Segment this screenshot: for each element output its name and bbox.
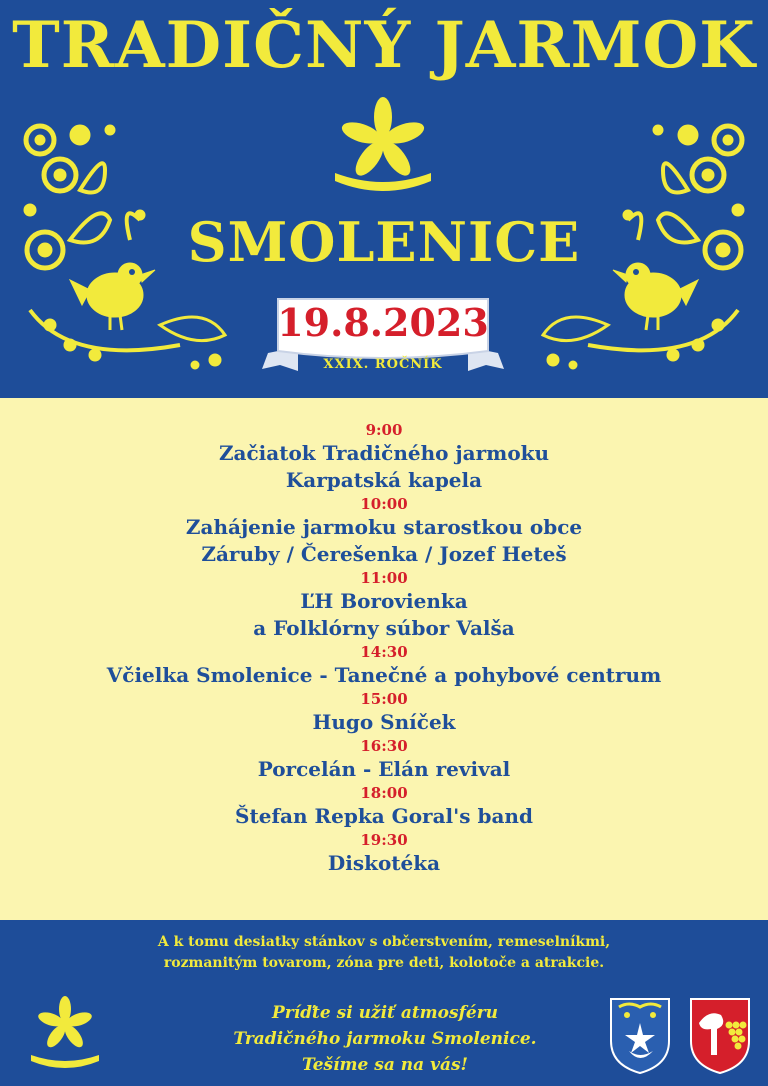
folk-bird-ornament-icon <box>10 110 240 380</box>
asterisk-smile-logo-icon <box>323 95 443 205</box>
schedule-time: 18:00 <box>360 784 408 802</box>
schedule-entry <box>0 830 768 877</box>
schedule-time: 15:00 <box>360 690 408 708</box>
schedule-event: a Folklórny súbor Valša <box>253 616 515 640</box>
event-date: 19.8.2023 <box>277 300 489 345</box>
schedule-event: Diskotéka <box>327 851 441 875</box>
schedule-event: Štefan Repka Goral's band <box>235 804 533 828</box>
folk-bird-ornament-icon <box>528 110 758 380</box>
schedule-time: 9:00 <box>365 421 403 439</box>
schedule-event: Začiatok Tradičného jarmoku <box>218 441 550 465</box>
schedule-time: 19:30 <box>360 831 408 849</box>
place-name: SMOLENICE <box>187 210 581 274</box>
header-section <box>0 0 768 398</box>
page-title: TRADIČNÝ JARMOK <box>12 8 756 83</box>
schedule-event: ĽH Borovienka <box>300 589 468 613</box>
schedule-event: Karpatská kapela <box>285 468 483 492</box>
schedule-time: 11:00 <box>360 569 408 587</box>
asterisk-smile-logo-icon <box>25 995 105 1075</box>
schedule-entry <box>0 642 768 689</box>
coat-of-arms-moon-star-icon <box>607 995 673 1075</box>
schedule-list <box>0 420 768 877</box>
info-line: A k tomu desiatky stánkov s občerstvením, remeselníkmi, <box>157 934 611 950</box>
schedule-time: 14:30 <box>360 643 408 661</box>
schedule-entry <box>0 568 768 642</box>
invite-line: Príďte si užiť atmosféru <box>271 1003 499 1023</box>
schedule-entry <box>0 689 768 736</box>
schedule-event: Zahájenie jarmoku starostkou obce <box>185 515 583 539</box>
schedule-event: Záruby / Čerešenka / Jozef Heteš <box>201 542 567 566</box>
info-text <box>90 932 678 974</box>
schedule-event: Hugo Sníček <box>312 710 456 734</box>
invite-line: Tradičného jarmoku Smolenice. <box>233 1029 537 1049</box>
schedule-time: 16:30 <box>360 737 408 755</box>
schedule-time: 10:00 <box>360 495 408 513</box>
edition-label: XXIX. ROČNÍK <box>323 357 443 372</box>
invitation-text <box>150 1000 620 1078</box>
schedule-section <box>0 398 768 920</box>
schedule-entry <box>0 783 768 830</box>
schedule-entry <box>0 736 768 783</box>
coat-of-arms-grapes-icon <box>687 995 753 1075</box>
schedule-entry <box>0 494 768 568</box>
schedule-event: Porcelán - Elán revival <box>257 757 511 781</box>
schedule-entry <box>0 420 768 494</box>
info-line: rozmanitým tovarom, zóna pre deti, kolotoče a atrakcie. <box>163 955 605 971</box>
schedule-event: Včielka Smolenice - Tanečné a pohybové centrum <box>106 663 662 687</box>
footer-section <box>0 920 768 1086</box>
invite-line: Tešíme sa na vás! <box>302 1055 468 1075</box>
